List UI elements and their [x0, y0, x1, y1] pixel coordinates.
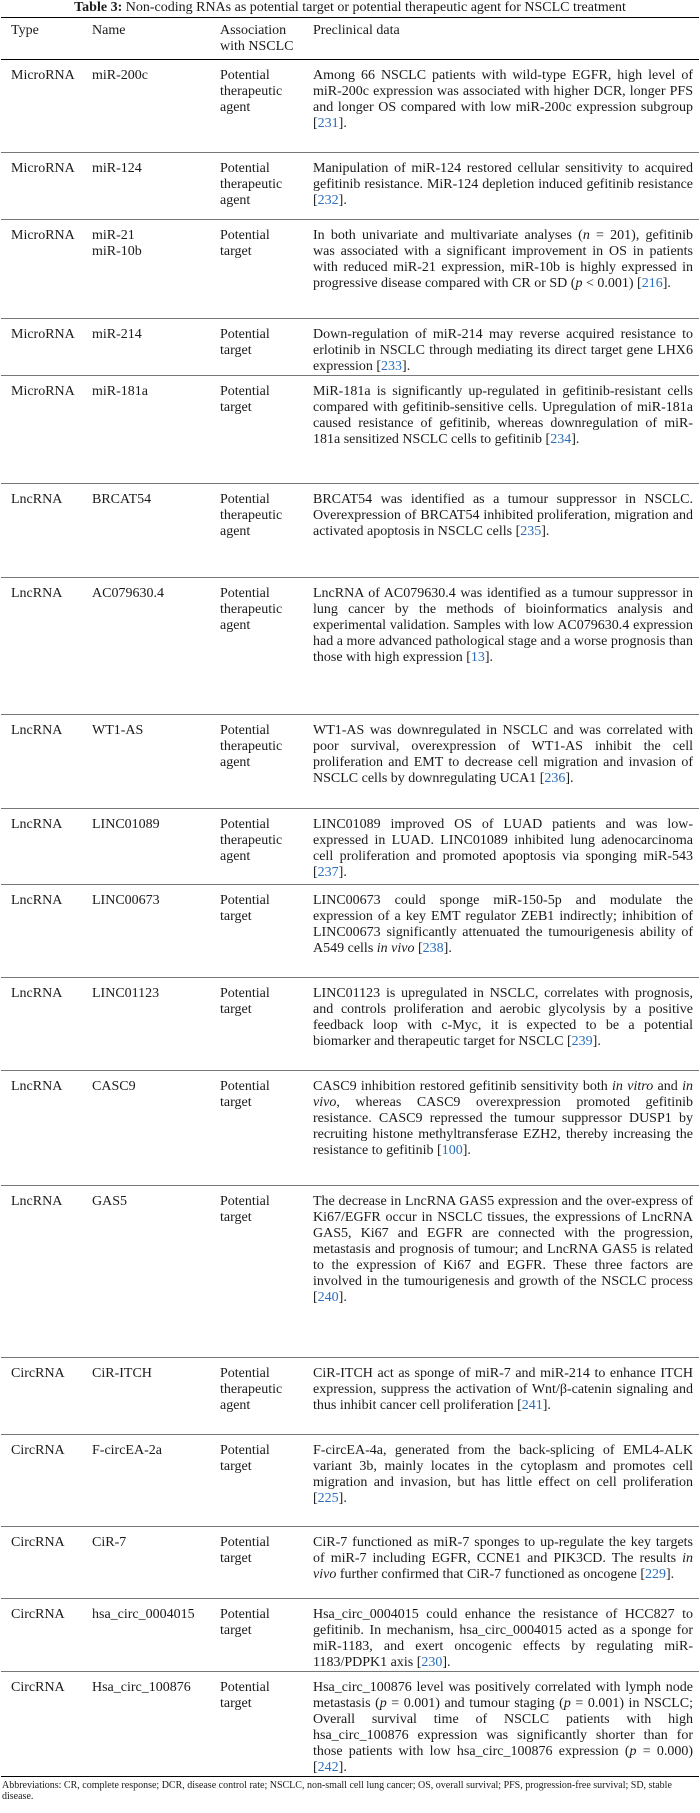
reference-link[interactable]: 238 [422, 941, 444, 956]
text-fragment: ]. [666, 1567, 675, 1582]
table-body [1, 60, 699, 1777]
text-fragment: ]. [541, 524, 550, 539]
table-row [1, 1358, 699, 1435]
reference-link[interactable]: 216 [641, 276, 663, 291]
text-fragment: Hsa_circ_0004015 could enhance the resistance of HCC827 to gefitinib. In mechanism, hsa_circ_0004015 acted as a sponge for miR-1183, and exert oncogenic effects by regulating miR-1183/PDPK1 axis [ [313, 1607, 693, 1670]
cell-association: Potential target [220, 384, 270, 415]
reference-link[interactable]: 225 [317, 1491, 339, 1506]
cell-preclinical-data [303, 1071, 699, 1186]
table-row [1, 220, 699, 319]
cell-association: Potential target [220, 1443, 270, 1474]
cell-preclinical-data [303, 809, 699, 885]
reference-link[interactable]: 232 [317, 193, 339, 208]
cell-preclinical-data [303, 1358, 699, 1435]
table-row [1, 578, 699, 715]
cell-name: LINC00673 [92, 893, 160, 908]
table-row [1, 1071, 699, 1186]
cell-preclinical-data [303, 376, 699, 484]
text-fragment: Among 66 NSCLC patients with wild-type EGFR, high level of miR-200c expression was associated with higher DCR, longer PFS and longer OS compared with low miR-200c expression subgroup [ [313, 68, 693, 131]
table-row [1, 319, 699, 376]
cell-type: MicroRNA [11, 327, 75, 342]
cell-preclinical-data [303, 153, 699, 220]
table-row [1, 1599, 699, 1672]
reference-link[interactable]: 231 [317, 116, 339, 131]
header-association: Association with NSCLC [220, 23, 294, 54]
text-fragment: Down-regulation of miR-214 may reverse acquired resistance to erlotinib in NSCLC through mediating its direct target gene LHX6 expression [ [313, 327, 693, 374]
table-row [1, 978, 699, 1071]
table-row [1, 376, 699, 484]
text-fragment: Manipulation of miR-124 restored cellular sensitivity to acquired gefitinib resistance. MiR-124 depletion induced gefitinib resistance [ [313, 161, 693, 208]
reference-link[interactable]: 240 [317, 1290, 339, 1305]
cell-preclinical-data [303, 1186, 699, 1358]
text-fragment: F-circEA-4a, generated from the back-splicing of EML4-ALK variant 3b, mainly locates in the cytoplasm and promotes cell migration and invasion, but has little effect on cell proliferation [ [313, 1443, 693, 1506]
cell-association: Potential target [220, 327, 270, 358]
text-fragment: [ [414, 941, 423, 956]
text-fragment: = 0.001) and tumour staging ( [386, 1696, 564, 1711]
text-fragment: Hsa_circ_100876 level was positively correlated with lymph node metastasis ( [313, 1680, 693, 1711]
cell-type: LncRNA [11, 817, 63, 832]
cell-association: Potential target [220, 1079, 270, 1110]
cell-type: LncRNA [11, 1194, 63, 1209]
cell-association: Potential target [220, 893, 270, 924]
ncrna-table [1, 17, 699, 1777]
cell-association: Potential therapeutic agent [220, 68, 283, 115]
reference-link[interactable]: 235 [520, 524, 542, 539]
cell-name: CiR-ITCH [92, 1366, 152, 1381]
reference-link[interactable]: 242 [317, 1760, 339, 1775]
text-fragment: = 201), gefitinib was associated with a significant improvement in OS in patients with reduced miR-21 expression, miR-10b is highly expressed in progressive disease compared with CR or SD ( [313, 228, 693, 291]
cell-association: Potential target [220, 228, 270, 259]
text-fragment: ]. [338, 193, 347, 208]
text-fragment: < 0.001) [ [582, 276, 642, 291]
text-fragment: = 0.001) in NSCLC; Overall survival time of NSCLC patients with high hsa_circ_100876 expression was significantly shorter than for those patients with low hsa_circ_100876 expression ( [313, 1696, 693, 1759]
table-row [1, 484, 699, 578]
cell-name: hsa_circ_0004015 [92, 1607, 195, 1622]
text-fragment: further confirmed that CiR-7 functioned as oncogene [ [336, 1567, 646, 1582]
table-caption [0, 0, 700, 17]
cell-name: Hsa_circ_100876 [92, 1680, 191, 1695]
cell-association: Potential target [220, 1680, 270, 1711]
cell-association: Potential therapeutic agent [220, 586, 283, 633]
reference-link[interactable]: 230 [421, 1655, 443, 1670]
italic-text: in vivo [313, 1079, 693, 1110]
italic-text: p [379, 1696, 387, 1711]
text-fragment: LINC01123 is upregulated in NSCLC, correlates with prognosis, and controls proliferation and aerobic glycolysis by a positive feedback loop with c-Myc, it is expected to be a potential biomarker and therapeutic target for NSCLC [ [313, 986, 693, 1049]
text-fragment: , whereas CASC9 overexpression promoted gefitinib resistance. CASC9 repressed the tumour suppressor DUSP1 by recruiting histone methyltransferase EZH2, thereby increasing the resistance to gefitinib [ [313, 1095, 693, 1158]
text-fragment: ]. [442, 1655, 451, 1670]
cell-name: F-circEA-2a [92, 1443, 162, 1458]
text-fragment: WT1-AS was downregulated in NSCLC and was correlated with poor survival, overexpression of WT1-AS inhibit the cell proliferation and EMT to decrease cell migration and invasion of NSCLC cells by downregulating UCA1 [ [313, 723, 693, 786]
text-fragment: ]. [338, 865, 347, 880]
cell-type: LncRNA [11, 723, 63, 738]
cell-preclinical-data [303, 220, 699, 319]
text-fragment: ]. [571, 432, 580, 447]
text-fragment: ]. [565, 771, 574, 786]
reference-link[interactable]: 13 [470, 650, 485, 665]
italic-text: p [629, 1744, 637, 1759]
cell-name: miR-21 miR-10b [92, 228, 142, 259]
text-fragment: and [653, 1079, 683, 1094]
table-caption-label: Table 3: [74, 0, 123, 15]
cell-type: CircRNA [11, 1366, 65, 1381]
cell-name: miR-200c [92, 68, 148, 83]
reference-link[interactable]: 241 [521, 1398, 543, 1413]
cell-type: MicroRNA [11, 384, 75, 399]
cell-preclinical-data [303, 885, 699, 978]
cell-preclinical-data [303, 1599, 699, 1672]
cell-name: LINC01123 [92, 986, 160, 1001]
text-fragment: ]. [484, 650, 494, 665]
table-row [1, 153, 699, 220]
table-row [1, 885, 699, 978]
cell-association: Potential therapeutic agent [220, 161, 283, 208]
cell-preclinical-data [303, 578, 699, 715]
cell-preclinical-data [303, 60, 699, 153]
cell-type: CircRNA [11, 1535, 65, 1550]
table-row [1, 809, 699, 885]
reference-link[interactable]: 236 [544, 771, 566, 786]
cell-preclinical-data [303, 1527, 699, 1599]
cell-type: LncRNA [11, 492, 63, 507]
text-fragment: CASC9 inhibition restored gefitinib sensitivity both [313, 1079, 613, 1094]
table-row [1, 1527, 699, 1599]
text-fragment: BRCAT54 was identified as a tumour suppressor in NSCLC. Overexpression of BRCAT54 inhibited proliferation, migration and activated apoptosis in NSCLC cells [ [313, 492, 693, 539]
cell-preclinical-data [303, 319, 699, 376]
text-fragment: ]. [542, 1398, 551, 1413]
text-fragment: LINC01089 improved OS of LUAD patients and was low-expressed in LUAD. LINC01089 inhibited lung adenocarcinoma cell proliferation and promoted apoptosis via sponging miR-543 [ [313, 817, 693, 880]
cell-name: AC079630.4 [92, 586, 164, 601]
cell-association: Potential target [220, 986, 270, 1017]
cell-preclinical-data [303, 1672, 699, 1777]
abbreviations-note: Abbreviations: CR, complete response; DCR, disease control rate; NSCLC, non-small cell lung cancer; OS, overall survival; PFS, progression-free survival; SD, stable disease. [2, 1780, 672, 1802]
reference-link[interactable]: 239 [571, 1034, 593, 1049]
cell-type: MicroRNA [11, 161, 75, 176]
cell-type: LncRNA [11, 586, 63, 601]
cell-preclinical-data [303, 715, 699, 809]
italic-text: in vitro [612, 1079, 654, 1094]
text-fragment: CiR-7 functioned as miR-7 sponges to up-regulate the key targets of miR-7 including EGFR, CCNE1 and PIK3CD. The results [313, 1535, 693, 1566]
text-fragment: ]. [338, 116, 347, 131]
text-fragment: The decrease in LncRNA GAS5 expression and the over-express of Ki67/EGFR occur in NSCLC tissues, the expressions of LncRNA GAS5, Ki67 and EGFR are connected with the progression, metastasis and prognosis of tumour; and LncRNA GAS5 is related to the expression of Ki67 and EGFR. These three factors are involved in the tumourigenesis and growth of the NSCLC process [ [313, 1194, 693, 1305]
cell-preclinical-data [303, 484, 699, 578]
header-preclinical-data: Preclinical data [313, 23, 400, 38]
cell-association: Potential therapeutic agent [220, 492, 283, 539]
cell-type: MicroRNA [11, 228, 75, 243]
text-fragment: ]. [338, 1491, 347, 1506]
cell-association: Potential therapeutic agent [220, 1366, 283, 1413]
header-name: Name [92, 23, 126, 38]
table-row [1, 1672, 699, 1777]
text-fragment: ]. [402, 359, 411, 374]
cell-name: miR-214 [92, 327, 142, 342]
reference-link[interactable]: 100 [441, 1143, 463, 1158]
reference-link[interactable]: 229 [645, 1567, 667, 1582]
cell-name: miR-181a [92, 384, 148, 399]
cell-name: LINC01089 [92, 817, 160, 832]
cell-name: CiR-7 [92, 1535, 127, 1550]
text-fragment: ]. [662, 276, 671, 291]
text-fragment: = 0.000) [ [313, 1744, 693, 1775]
cell-association: Potential therapeutic agent [220, 817, 283, 864]
cell-type: LncRNA [11, 1079, 63, 1094]
header-row [1, 18, 699, 60]
text-fragment: LINC00673 could sponge miR-150-5p and modulate the expression of a key EMT regulator ZEB1 indirectly; inhibition of LINC00673 significantly attenuated the tumourigenesis ability of A549 cells [313, 893, 693, 956]
table-row [1, 60, 699, 153]
text-fragment: ]. [338, 1290, 347, 1305]
cell-type: LncRNA [11, 986, 63, 1001]
table-header [1, 18, 699, 60]
cell-name: miR-124 [92, 161, 142, 176]
cell-name: CASC9 [92, 1079, 136, 1094]
cell-name: BRCAT54 [92, 492, 152, 507]
reference-link[interactable]: 237 [317, 865, 339, 880]
table-row [1, 715, 699, 809]
cell-association: Potential target [220, 1535, 270, 1566]
table-row [1, 1186, 699, 1358]
cell-type: MicroRNA [11, 68, 75, 83]
text-fragment: ]. [462, 1143, 471, 1158]
table-caption-text: Non-coding RNAs as potential target or potential therapeutic agent for NSCLC treatment [122, 0, 626, 15]
text-fragment: MiR-181a is significantly up-regulated in gefitinib-resistant cells compared with gefitinib-sensitive cells. Upregulation of miR-181a caused resistance of gefitinib, whereas downregulation of miR-181a sensitized NSCLC cells to gefitinib [ [313, 384, 693, 447]
table-row [1, 1435, 699, 1527]
cell-type: CircRNA [11, 1607, 65, 1622]
text-fragment: ]. [443, 941, 452, 956]
cell-type: CircRNA [11, 1443, 65, 1458]
text-fragment: In both univariate and multivariate analyses ( [313, 228, 583, 243]
italic-text: n [582, 228, 590, 243]
reference-link[interactable]: 234 [550, 432, 572, 447]
italic-text: p [563, 1696, 571, 1711]
header-type: Type [11, 23, 39, 38]
italic-text: in vivo [376, 941, 415, 956]
text-fragment: ]. [338, 1760, 347, 1775]
text-fragment: ]. [592, 1034, 601, 1049]
cell-association: Potential target [220, 1607, 270, 1638]
italic-text: in vivo [313, 1551, 693, 1582]
cell-association: Potential target [220, 1194, 270, 1225]
cell-preclinical-data [303, 978, 699, 1071]
text-fragment: LncRNA of AC079630.4 was identified as a tumour suppressor in lung cancer by the methods of bioinformatics analysis and experimental validation. Samples with low AC079630.4 expression had a more advanced pathological stage and a worse prognosis than those with high expression [ [313, 586, 693, 665]
cell-association: Potential therapeutic agent [220, 723, 283, 770]
text-fragment: CiR-ITCH act as sponge of miR-7 and miR-214 to enhance ITCH expression, suppress the activation of Wnt/β-catenin signaling and thus inhibit cancer cell proliferation [ [313, 1366, 693, 1413]
cell-preclinical-data [303, 1435, 699, 1527]
cell-name: WT1-AS [92, 723, 144, 738]
cell-type: LncRNA [11, 893, 63, 908]
reference-link[interactable]: 233 [381, 359, 403, 374]
cell-name: GAS5 [92, 1194, 128, 1209]
cell-type: CircRNA [11, 1680, 65, 1695]
italic-text: p [575, 276, 583, 291]
